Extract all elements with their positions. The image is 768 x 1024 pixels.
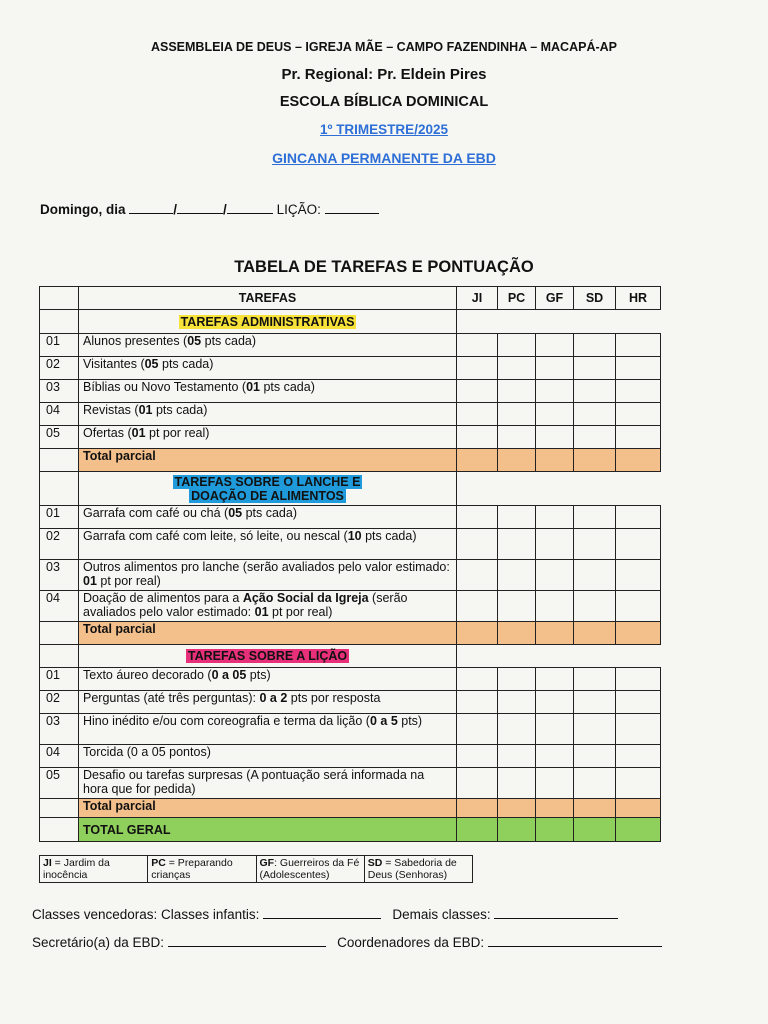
score-cell[interactable] xyxy=(536,334,574,357)
legend-ji: JI = Jardim da inocência xyxy=(40,856,148,883)
signatures-line xyxy=(32,934,662,950)
winners-line xyxy=(32,906,618,922)
table-row xyxy=(40,403,661,426)
score-cell[interactable] xyxy=(536,591,574,622)
score-cell[interactable] xyxy=(616,714,661,745)
licao-label: LIÇÃO: xyxy=(276,202,321,217)
section-admin-title: TAREFAS ADMINISTRATIVAS xyxy=(180,314,355,329)
row-number: 04 xyxy=(40,745,79,768)
score-cell[interactable] xyxy=(536,668,574,691)
tasks-table xyxy=(39,286,661,842)
legend-gf: GF: Guerreiros da Fé (Adolescentes) xyxy=(256,856,364,883)
gincana-title: GINCANA PERMANENTE DA EBD xyxy=(272,150,496,166)
score-cell[interactable] xyxy=(574,745,616,768)
score-cell[interactable] xyxy=(457,714,498,745)
score-cell[interactable] xyxy=(498,691,536,714)
legend-sd: SD = Sabedoria de Deus (Senhoras) xyxy=(364,856,472,883)
score-cell[interactable] xyxy=(457,426,498,449)
section-admin-row xyxy=(40,310,661,334)
task-description: Revistas (01 pts cada) xyxy=(79,403,457,426)
section-lanche-title-1: TAREFAS SOBRE O LANCHE E xyxy=(174,474,361,489)
infant-classes-blank[interactable] xyxy=(263,906,381,919)
score-cell[interactable] xyxy=(498,380,536,403)
date-slash-1: / xyxy=(173,202,178,217)
score-cell[interactable] xyxy=(574,357,616,380)
section-licao-total-row xyxy=(40,799,661,818)
col-hr: HR xyxy=(616,287,661,310)
score-cell[interactable] xyxy=(616,357,661,380)
score-cell[interactable] xyxy=(574,403,616,426)
score-cell[interactable] xyxy=(616,768,661,799)
score-cell[interactable] xyxy=(498,560,536,591)
score-cell[interactable] xyxy=(574,529,616,560)
score-cell[interactable] xyxy=(616,591,661,622)
section-lanche-row xyxy=(40,472,661,506)
score-cell[interactable] xyxy=(498,745,536,768)
score-cell[interactable] xyxy=(616,745,661,768)
row-number: 03 xyxy=(40,560,79,591)
table-row xyxy=(40,714,661,745)
task-description: Bíblias ou Novo Testamento (01 pts cada) xyxy=(79,380,457,403)
score-cell[interactable] xyxy=(574,334,616,357)
secretary-label: Secretário(a) da EBD: xyxy=(32,935,165,950)
score-cell[interactable] xyxy=(574,506,616,529)
score-cell[interactable] xyxy=(536,768,574,799)
coordinators-blank[interactable] xyxy=(488,934,662,947)
coordinators-label: Coordenadores da EBD: xyxy=(337,935,485,950)
score-cell[interactable] xyxy=(457,560,498,591)
task-description: Torcida (0 a 05 pontos) xyxy=(79,745,457,768)
task-description: Garrafa com café ou chá (05 pts cada) xyxy=(79,506,457,529)
grand-total-row xyxy=(40,818,661,842)
row-number: 03 xyxy=(40,380,79,403)
task-description: Outros alimentos pro lanche (serão avaliados pelo valor estimado: 01 pt por real) xyxy=(79,560,457,591)
row-number: 02 xyxy=(40,357,79,380)
section-admin-total-row xyxy=(40,449,661,472)
task-description: Alunos presentes (05 pts cada) xyxy=(79,334,457,357)
row-number: 04 xyxy=(40,403,79,426)
score-cell[interactable] xyxy=(616,334,661,357)
row-number: 02 xyxy=(40,529,79,560)
score-cell[interactable] xyxy=(536,745,574,768)
other-classes-blank[interactable] xyxy=(494,906,618,919)
section-lanche-title-2: DOAÇÃO DE ALIMENTOS xyxy=(191,488,344,503)
day-blank[interactable] xyxy=(129,201,173,214)
score-cell[interactable] xyxy=(536,426,574,449)
score-cell[interactable] xyxy=(616,560,661,591)
score-cell[interactable] xyxy=(574,668,616,691)
table-row xyxy=(40,768,661,799)
task-description: Doação de alimentos para a Ação Social da Igreja (serão avaliados pelo valor estimado: 01 pt por real) xyxy=(79,591,457,622)
table-row xyxy=(40,668,661,691)
task-description: Ofertas (01 pt por real) xyxy=(79,426,457,449)
table-row xyxy=(40,380,661,403)
domingo-label: Domingo, dia xyxy=(40,202,126,217)
section-licao-total-label: Total parcial xyxy=(79,799,457,818)
score-cell[interactable] xyxy=(498,668,536,691)
score-cell[interactable] xyxy=(536,529,574,560)
table-row xyxy=(40,691,661,714)
score-cell[interactable] xyxy=(457,403,498,426)
row-number: 01 xyxy=(40,668,79,691)
table-row xyxy=(40,334,661,357)
winners-label: Classes vencedoras: Classes infantis: xyxy=(32,907,260,922)
score-cell[interactable] xyxy=(536,403,574,426)
table-title: TABELA DE TAREFAS E PONTUAÇÃO xyxy=(234,258,534,276)
month-blank[interactable] xyxy=(177,201,223,214)
grand-total-label: TOTAL GERAL xyxy=(79,818,457,842)
secretary-blank[interactable] xyxy=(168,934,326,947)
regional-pastor: Pr. Regional: Pr. Eldein Pires xyxy=(281,66,487,83)
row-number: 02 xyxy=(40,691,79,714)
year-blank[interactable] xyxy=(227,201,273,214)
col-pc: PC xyxy=(498,287,536,310)
task-description: Desafio ou tarefas surpresas (A pontuação será informada na hora que for pedida) xyxy=(79,768,457,799)
score-cell[interactable] xyxy=(574,560,616,591)
score-cell[interactable] xyxy=(498,591,536,622)
score-cell[interactable] xyxy=(457,591,498,622)
table-row xyxy=(40,357,661,380)
table-row xyxy=(40,506,661,529)
row-number: 01 xyxy=(40,506,79,529)
section-lanche-total-row xyxy=(40,622,661,645)
trimester-title: 1º TRIMESTRE/2025 xyxy=(320,122,448,137)
score-cell[interactable] xyxy=(457,380,498,403)
score-cell[interactable] xyxy=(457,334,498,357)
section-licao-title: TAREFAS SOBRE A LIÇÃO xyxy=(187,649,348,663)
row-number: 03 xyxy=(40,714,79,745)
score-cell[interactable] xyxy=(616,426,661,449)
score-cell[interactable] xyxy=(616,506,661,529)
row-number: 01 xyxy=(40,334,79,357)
task-description: Garrafa com café com leite, só leite, ou nescal (10 pts cada) xyxy=(79,529,457,560)
score-cell[interactable] xyxy=(498,334,536,357)
task-description: Perguntas (até três perguntas): 0 a 2 pts por resposta xyxy=(79,691,457,714)
date-line xyxy=(40,201,379,217)
score-cell[interactable] xyxy=(498,403,536,426)
score-cell[interactable] xyxy=(536,560,574,591)
score-cell[interactable] xyxy=(498,357,536,380)
score-cell[interactable] xyxy=(616,529,661,560)
col-sd: SD xyxy=(574,287,616,310)
score-cell[interactable] xyxy=(616,380,661,403)
table-row xyxy=(40,426,661,449)
table-row xyxy=(40,560,661,591)
score-cell[interactable] xyxy=(457,506,498,529)
row-number: 04 xyxy=(40,591,79,622)
date-slash-2: / xyxy=(223,202,227,217)
score-cell[interactable] xyxy=(616,691,661,714)
score-cell[interactable] xyxy=(498,426,536,449)
score-cell[interactable] xyxy=(536,714,574,745)
legend-pc: PC = Preparando crianças xyxy=(148,856,256,883)
task-description: Visitantes (05 pts cada) xyxy=(79,357,457,380)
row-number: 05 xyxy=(40,426,79,449)
table-row xyxy=(40,745,661,768)
score-cell[interactable] xyxy=(498,529,536,560)
score-cell[interactable] xyxy=(457,529,498,560)
org-heading: ASSEMBLEIA DE DEUS – IGREJA MÃE – CAMPO FAZENDINHA – MACAPÁ-AP xyxy=(150,40,618,54)
task-description: Texto áureo decorado (0 a 05 pts) xyxy=(79,668,457,691)
task-description: Hino inédito e/ou com coreografia e terma da lição (0 a 5 pts) xyxy=(79,714,457,745)
score-cell[interactable] xyxy=(574,691,616,714)
score-cell[interactable] xyxy=(616,668,661,691)
score-cell[interactable] xyxy=(536,380,574,403)
table-row xyxy=(40,591,661,622)
score-cell[interactable] xyxy=(536,506,574,529)
score-cell[interactable] xyxy=(536,357,574,380)
table-header-row xyxy=(40,287,661,310)
score-cell[interactable] xyxy=(616,403,661,426)
section-licao-row xyxy=(40,645,661,668)
tasks-header: TAREFAS xyxy=(79,287,457,310)
score-cell[interactable] xyxy=(574,714,616,745)
col-gf: GF xyxy=(536,287,574,310)
score-cell[interactable] xyxy=(574,426,616,449)
score-cell[interactable] xyxy=(498,714,536,745)
score-cell[interactable] xyxy=(536,691,574,714)
score-cell[interactable] xyxy=(574,380,616,403)
class-legend xyxy=(39,855,473,883)
section-admin-total-label: Total parcial xyxy=(79,449,457,472)
score-cell[interactable] xyxy=(574,591,616,622)
licao-blank[interactable] xyxy=(325,201,379,214)
score-cell[interactable] xyxy=(457,668,498,691)
school-name: ESCOLA BÍBLICA DOMINICAL xyxy=(279,94,489,110)
score-cell[interactable] xyxy=(457,357,498,380)
score-cell[interactable] xyxy=(498,506,536,529)
col-ji: JI xyxy=(457,287,498,310)
score-cell[interactable] xyxy=(498,768,536,799)
score-cell[interactable] xyxy=(457,768,498,799)
section-lanche-total-label: Total parcial xyxy=(79,622,457,645)
score-cell[interactable] xyxy=(457,691,498,714)
score-cell[interactable] xyxy=(574,768,616,799)
others-label: Demais classes: xyxy=(392,907,491,922)
score-cell[interactable] xyxy=(457,745,498,768)
row-number: 05 xyxy=(40,768,79,799)
table-row xyxy=(40,529,661,560)
